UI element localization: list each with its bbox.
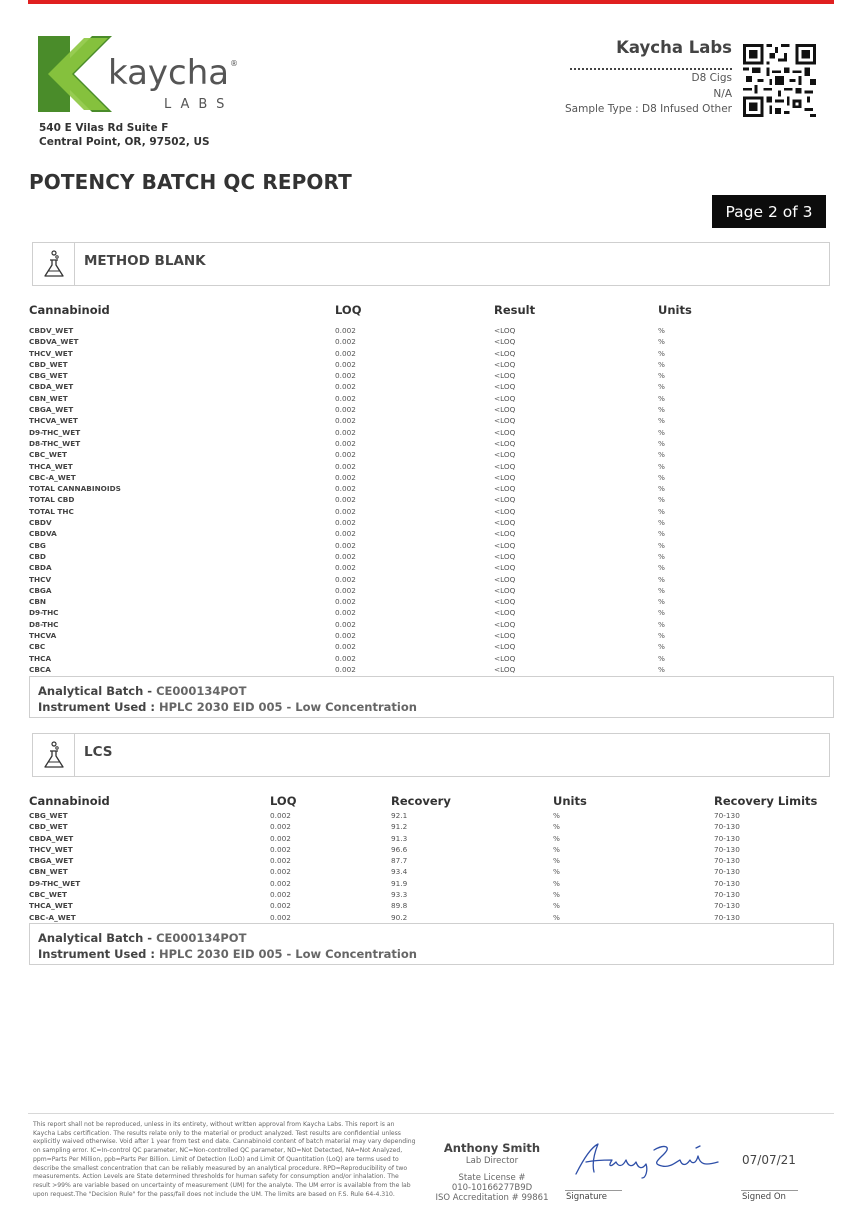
lcs-col-loq: LOQ xyxy=(270,794,297,808)
method-blank-row-cell: <LOQ xyxy=(494,574,516,584)
method-blank-row-cell: <LOQ xyxy=(494,348,516,358)
qr-code-icon[interactable] xyxy=(743,44,816,117)
method-blank-row-cell: <LOQ xyxy=(494,551,516,561)
method-blank-row-cell: D8-THC xyxy=(29,619,59,629)
method-blank-row-cell: CBC xyxy=(29,642,46,652)
kaycha-labs-logo xyxy=(38,36,248,116)
lcs-row-cell: 91.3 xyxy=(391,833,408,843)
method-blank-row-cell: 0.002 xyxy=(335,416,356,426)
lcs-row-cell: % xyxy=(553,856,560,866)
mb-col-cannabinoid: Cannabinoid xyxy=(29,303,110,317)
signed-on-caption: Signed On xyxy=(742,1192,786,1202)
method-blank-row-cell: <LOQ xyxy=(494,438,516,448)
lcs-row-cell: % xyxy=(553,890,560,900)
method-blank-row-cell: 0.002 xyxy=(335,574,356,584)
method-blank-row-cell: CBG_WET xyxy=(29,371,68,381)
method-blank-row-cell: 0.002 xyxy=(335,472,356,482)
lcs-row-cell: 70-130 xyxy=(714,833,740,843)
method-blank-row-cell: % xyxy=(658,416,665,426)
method-blank-row-cell: <LOQ xyxy=(494,664,516,674)
mb-col-loq: LOQ xyxy=(335,303,362,317)
lcs-row-cell: 0.002 xyxy=(270,833,291,843)
lcs-row-cell: CBC_WET xyxy=(29,890,67,900)
method-blank-row-cell: 0.002 xyxy=(335,563,356,573)
method-blank-row-cell: <LOQ xyxy=(494,529,516,539)
lcs-batch-label: Analytical Batch - xyxy=(38,931,157,945)
method-blank-row-cell: % xyxy=(658,337,665,347)
lcs-row-cell: 0.002 xyxy=(270,811,291,820)
method-blank-row-cell: % xyxy=(658,382,665,392)
signed-on-underline xyxy=(741,1190,798,1191)
lcs-row-cell: 87.7 xyxy=(391,856,408,866)
method-blank-row-cell: % xyxy=(658,631,665,641)
lcs-row-cell: 0.002 xyxy=(270,878,291,888)
method-blank-row-cell: 0.002 xyxy=(335,450,356,460)
lcs-row-cell: CBC-A_WET xyxy=(29,912,76,922)
lcs-row-cell: 93.3 xyxy=(391,890,408,900)
lcs-col-units: Units xyxy=(553,794,587,808)
method-blank-row-cell: <LOQ xyxy=(494,619,516,629)
sample-type: Sample Type : D8 Infused Other xyxy=(565,103,732,115)
method-blank-row-cell: THCA xyxy=(29,653,52,663)
method-blank-row-cell: CBDVA xyxy=(29,529,57,539)
method-blank-row-cell: 0.002 xyxy=(335,461,356,471)
state-license-label: State License # xyxy=(458,1173,526,1183)
method-blank-row-cell: <LOQ xyxy=(494,653,516,663)
method-blank-row-cell: TOTAL CANNABINOIDS xyxy=(29,484,121,494)
method-blank-batch-info xyxy=(29,676,834,718)
method-blank-row-cell: 0.002 xyxy=(335,540,356,550)
method-blank-row-cell: <LOQ xyxy=(494,371,516,381)
method-blank-row-cell: <LOQ xyxy=(494,642,516,652)
signature-caption: Signature xyxy=(566,1192,608,1202)
lcs-row-cell: 70-130 xyxy=(714,912,740,922)
method-blank-row-cell: CBC_WET xyxy=(29,450,67,460)
method-blank-row-cell: <LOQ xyxy=(494,585,516,595)
lcs-row-cell: D9-THC_WET xyxy=(29,878,81,888)
method-blank-row-cell: 0.002 xyxy=(335,506,356,516)
method-blank-row-cell: 0.002 xyxy=(335,597,356,607)
lcs-row-cell: 91.2 xyxy=(391,822,408,832)
header-dotted-divider xyxy=(570,68,732,70)
state-license-number: 010-10166277B9D xyxy=(451,1183,533,1193)
method-blank-row-cell: <LOQ xyxy=(494,506,516,516)
method-blank-row-cell: 0.002 xyxy=(335,393,356,403)
method-blank-row-cell: THCA_WET xyxy=(29,461,73,471)
method-blank-row-cell: 0.002 xyxy=(335,551,356,561)
method-blank-row-cell: 0.002 xyxy=(335,427,356,437)
method-blank-row-cell: CBGA_WET xyxy=(29,405,74,415)
lcs-col-recovery: Recovery xyxy=(391,794,451,808)
lcs-row-cell: CBN_WET xyxy=(29,867,68,877)
method-blank-row-cell: <LOQ xyxy=(494,563,516,573)
method-blank-row-cell: <LOQ xyxy=(494,326,516,335)
lcs-col-recovery-limits: Recovery Limits xyxy=(714,794,818,808)
lcs-row-cell: 89.8 xyxy=(391,901,408,911)
lcs-row-cell: CBD_WET xyxy=(29,822,68,832)
iso-accreditation: ISO Accreditation # 99861 xyxy=(435,1193,549,1203)
method-blank-row-cell: TOTAL THC xyxy=(29,506,74,516)
mb-instrument-label: Instrument Used : xyxy=(38,700,159,714)
mb-col-units: Units xyxy=(658,303,692,317)
method-blank-row-cell: CBD_WET xyxy=(29,359,68,369)
method-blank-row-cell: <LOQ xyxy=(494,416,516,426)
method-blank-row-cell: THCV_WET xyxy=(29,348,73,358)
method-blank-row-cell: <LOQ xyxy=(494,450,516,460)
flask-icon xyxy=(42,741,66,769)
method-blank-row-cell: 0.002 xyxy=(335,371,356,381)
page-indicator: Page 2 of 3 xyxy=(712,195,826,228)
method-blank-row-cell: % xyxy=(658,563,665,573)
method-blank-row-cell: <LOQ xyxy=(494,359,516,369)
lcs-row-cell: 91.9 xyxy=(391,878,408,888)
method-blank-title: METHOD BLANK xyxy=(84,253,206,269)
method-blank-row-cell: % xyxy=(658,529,665,539)
mb-batch-label: Analytical Batch - xyxy=(38,684,157,698)
method-blank-row-cell: D9-THC_WET xyxy=(29,427,81,437)
method-blank-row-cell: CBDA xyxy=(29,563,52,573)
flask-icon xyxy=(42,250,66,278)
lcs-row-cell: THCV_WET xyxy=(29,844,73,854)
method-blank-row-cell: <LOQ xyxy=(494,337,516,347)
method-blank-row-cell: 0.002 xyxy=(335,631,356,641)
signature-underline xyxy=(565,1190,622,1191)
lcs-col-cannabinoid: Cannabinoid xyxy=(29,794,110,808)
method-blank-row-cell: THCVA_WET xyxy=(29,416,78,426)
mb-col-result: Result xyxy=(494,303,536,317)
method-blank-row-cell: % xyxy=(658,359,665,369)
lcs-row-cell: CBDA_WET xyxy=(29,833,74,843)
method-blank-row-cell: CBN xyxy=(29,597,47,607)
method-blank-row-cell: <LOQ xyxy=(494,393,516,403)
method-blank-row-cell: CBN_WET xyxy=(29,393,68,403)
method-blank-row-cell: % xyxy=(658,664,665,674)
lcs-row-cell: % xyxy=(553,833,560,843)
method-blank-row-cell: 0.002 xyxy=(335,518,356,528)
lcs-row-cell: 0.002 xyxy=(270,890,291,900)
method-blank-row-cell: % xyxy=(658,574,665,584)
lcs-row-cell: % xyxy=(553,811,560,820)
lcs-row-cell: 0.002 xyxy=(270,901,291,911)
lcs-header xyxy=(32,733,830,777)
lcs-row-cell: % xyxy=(553,822,560,832)
method-blank-row-cell: % xyxy=(658,450,665,460)
lcs-row-cell: CBGA_WET xyxy=(29,856,74,866)
method-blank-row-cell: % xyxy=(658,438,665,448)
mb-instrument-value: HPLC 2030 EID 005 - Low Concentration xyxy=(158,700,417,714)
lcs-row-cell: 0.002 xyxy=(270,912,291,922)
method-blank-row-cell: % xyxy=(658,642,665,652)
method-blank-row-cell: <LOQ xyxy=(494,405,516,415)
method-blank-row-cell: <LOQ xyxy=(494,631,516,641)
method-blank-row-cell: % xyxy=(658,597,665,607)
method-blank-row-cell: <LOQ xyxy=(494,484,516,494)
report-title: POTENCY BATCH QC REPORT xyxy=(29,170,352,194)
method-blank-row-cell: CBDVA_WET xyxy=(29,337,79,347)
lcs-row-cell: 96.6 xyxy=(391,844,408,854)
lcs-row-cell: 70-130 xyxy=(714,811,740,820)
method-blank-row-cell: % xyxy=(658,495,665,505)
lcs-row-cell: % xyxy=(553,912,560,922)
lab-address xyxy=(39,121,210,149)
lcs-row-cell: 70-130 xyxy=(714,901,740,911)
lcs-row-cell: 70-130 xyxy=(714,878,740,888)
method-blank-row-cell: 0.002 xyxy=(335,619,356,629)
lcs-row-cell: % xyxy=(553,878,560,888)
method-blank-row-cell: % xyxy=(658,551,665,561)
logo-wordmark: kaycha xyxy=(108,53,230,93)
method-blank-row-cell: TOTAL CBD xyxy=(29,495,75,505)
method-blank-row-cell: CBD xyxy=(29,551,46,561)
lcs-row-cell: % xyxy=(553,901,560,911)
method-blank-row-cell: 0.002 xyxy=(335,326,356,335)
method-blank-row-cell: CBGA xyxy=(29,585,52,595)
method-blank-row-cell: % xyxy=(658,427,665,437)
method-blank-row-cell: <LOQ xyxy=(494,540,516,550)
lcs-row-cell: 0.002 xyxy=(270,856,291,866)
method-blank-row-cell: <LOQ xyxy=(494,518,516,528)
method-blank-header xyxy=(32,242,830,286)
top-accent-bar xyxy=(28,0,834,4)
lcs-row-cell: 70-130 xyxy=(714,844,740,854)
method-blank-row-cell: <LOQ xyxy=(494,608,516,618)
lcs-row-cell: THCA_WET xyxy=(29,901,73,911)
method-blank-row-cell: % xyxy=(658,326,665,335)
method-blank-row-cell: 0.002 xyxy=(335,348,356,358)
method-blank-row-cell: CBDV_WET xyxy=(29,326,74,335)
method-blank-row-cell: % xyxy=(658,461,665,471)
method-blank-row-cell: <LOQ xyxy=(494,461,516,471)
lab-name: Kaycha Labs xyxy=(616,38,732,57)
method-blank-row-cell: 0.002 xyxy=(335,529,356,539)
method-blank-row-cell: 0.002 xyxy=(335,484,356,494)
lcs-row-cell: 92.1 xyxy=(391,811,408,820)
method-blank-row-cell: 0.002 xyxy=(335,495,356,505)
method-blank-row-cell: D8-THC_WET xyxy=(29,438,81,448)
signed-date: 07/07/21 xyxy=(742,1153,796,1167)
method-blank-row-cell: % xyxy=(658,348,665,358)
method-blank-row-cell: <LOQ xyxy=(494,427,516,437)
method-blank-row-cell: CBG xyxy=(29,540,46,550)
mb-batch-value: CE000134POT xyxy=(156,684,247,698)
disclaimer-text: This report shall not be reproduced, unless in its entirety, without written approval from Kaycha Labs. This report is an Kaycha Labs certification. The results relate only to the material or product analyzed. Test results are confidential unless explicitly waived otherwise. Void after 1 year from test end date. Cannabinoid content of batch material may vary depending on sampling error. IC=In-control QC parameter, NC=Non-controlled QC parameter, ND=Not Detected, NA=Not Analyzed, ppm=Parts Per Million, ppb=Parts Per Billion. Limit of Detection (LoD) and Limit Of Quantitation (LoQ) are terms used to describe the smallest concentration that can be reliably measured by an analytical procedure. RPD=Reproducibility of two measurements. Action Levels are State determined thresholds for human safety for consumption and/or inhalation. The result >99% are variable based on uncertainty of measurement (UM) for the analyte. The UM error is available from the lab upon request.The "Decision Rule" for the pass/fail does not include the UM. The limits are based on F.S. Rule 64-4.310. xyxy=(33,1121,416,1198)
lcs-row-cell: 70-130 xyxy=(714,890,740,900)
lcs-row-cell: 93.4 xyxy=(391,867,408,877)
lcs-instrument-label: Instrument Used : xyxy=(38,947,159,961)
lcs-row-cell: 70-130 xyxy=(714,856,740,866)
lcs-batch-value: CE000134POT xyxy=(156,931,247,945)
method-blank-row-cell: 0.002 xyxy=(335,382,356,392)
address-line-1: 540 E Vilas Rd Suite F xyxy=(39,122,169,134)
lcs-row-cell: 0.002 xyxy=(270,844,291,854)
method-blank-row-cell: 0.002 xyxy=(335,608,356,618)
method-blank-row-cell: % xyxy=(658,371,665,381)
lcs-row-cell: 90.2 xyxy=(391,912,408,922)
lcs-row-cell: 70-130 xyxy=(714,867,740,877)
method-blank-row-cell: % xyxy=(658,393,665,403)
lcs-row-cell: 70-130 xyxy=(714,822,740,832)
method-blank-row-cell: CBDA_WET xyxy=(29,382,74,392)
method-blank-row-cell: 0.002 xyxy=(335,337,356,347)
method-blank-row-cell: <LOQ xyxy=(494,472,516,482)
lcs-row-cell: CBG_WET xyxy=(29,811,68,820)
method-blank-row-cell: % xyxy=(658,585,665,595)
method-blank-row-cell: <LOQ xyxy=(494,495,516,505)
method-blank-row-cell: <LOQ xyxy=(494,382,516,392)
method-blank-row-cell: 0.002 xyxy=(335,642,356,652)
method-blank-row-cell: THCVA xyxy=(29,631,57,641)
method-blank-row-cell: CBDV xyxy=(29,518,52,528)
batch-value: N/A xyxy=(713,88,732,100)
logo-subtext: LABS xyxy=(164,97,234,112)
lcs-title: LCS xyxy=(84,744,113,760)
address-line-2: Central Point, OR, 97502, US xyxy=(39,136,210,148)
method-blank-row-cell: % xyxy=(658,540,665,550)
footer-divider xyxy=(28,1113,834,1114)
method-blank-row-cell: 0.002 xyxy=(335,438,356,448)
lcs-row-cell: 0.002 xyxy=(270,822,291,832)
method-blank-row-cell: % xyxy=(658,506,665,516)
method-blank-row-cell: 0.002 xyxy=(335,653,356,663)
signature-image xyxy=(568,1138,728,1180)
method-blank-row-cell: % xyxy=(658,484,665,494)
method-blank-row-cell: 0.002 xyxy=(335,585,356,595)
method-blank-row-cell: 0.002 xyxy=(335,359,356,369)
lcs-row-cell: % xyxy=(553,844,560,854)
method-blank-row-cell: CBC-A_WET xyxy=(29,472,76,482)
method-blank-row-cell: CBCA xyxy=(29,664,51,674)
svg-text:®: ® xyxy=(230,59,238,68)
method-blank-row-cell: 0.002 xyxy=(335,405,356,415)
product-name: D8 Cigs xyxy=(691,72,732,84)
method-blank-row-cell: <LOQ xyxy=(494,597,516,607)
method-blank-row-cell: % xyxy=(658,405,665,415)
method-blank-row-cell: % xyxy=(658,608,665,618)
lcs-row-cell: % xyxy=(553,867,560,877)
method-blank-row-cell: % xyxy=(658,653,665,663)
method-blank-row-cell: THCV xyxy=(29,574,52,584)
method-blank-row-cell: 0.002 xyxy=(335,664,356,674)
method-blank-row-cell: % xyxy=(658,619,665,629)
signer-role: Lab Director xyxy=(465,1156,519,1166)
signer-name: Anthony Smith xyxy=(443,1141,541,1155)
lcs-instrument-value: HPLC 2030 EID 005 - Low Concentration xyxy=(158,947,417,961)
lcs-batch-info xyxy=(29,923,834,965)
method-blank-row-cell: % xyxy=(658,472,665,482)
method-blank-row-cell: D9-THC xyxy=(29,608,59,618)
lcs-row-cell: 0.002 xyxy=(270,867,291,877)
method-blank-row-cell: % xyxy=(658,518,665,528)
